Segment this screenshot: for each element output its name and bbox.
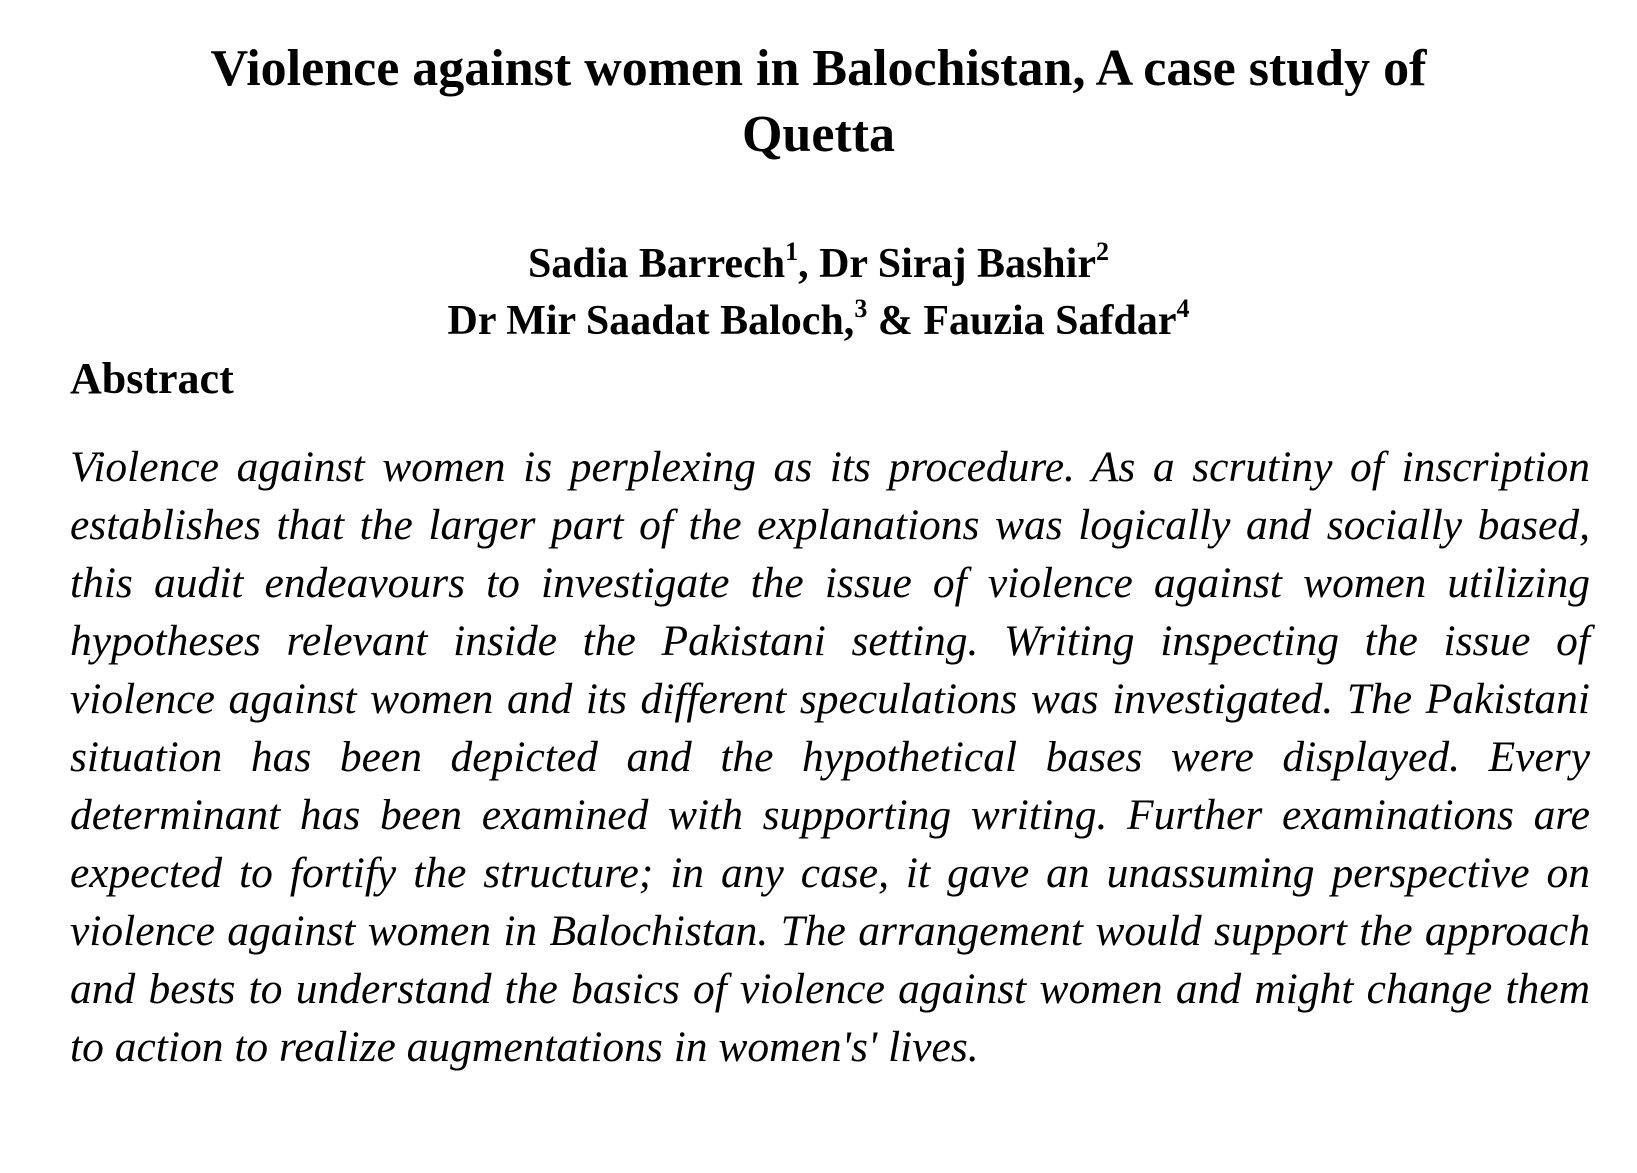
- paper-title: [60, 36, 1577, 168]
- author-separator: ,: [798, 241, 820, 287]
- author-line-2: [60, 293, 1577, 350]
- author-name: Fauzia Safdar: [923, 298, 1177, 344]
- author-affiliation-mark: 3: [854, 294, 868, 323]
- title-line-1: Violence against women in Balochistan, A case study of: [210, 40, 1427, 97]
- author-affiliation-mark: 4: [1176, 294, 1190, 323]
- author-separator: &: [867, 298, 924, 344]
- abstract-text: Violence against women is perplexing as its procedure. As a scrutiny of inscription establishes that the larger part of the explanations was logically and socially based, this audit endeavours to investigate the issue of violence against women utilizing hypotheses relevant inside the Pakistani setting. Writing inspecting the issue of violence against women and its different speculations was investigated. The Pakistani situation has been depicted and the hypothetical bases were displayed. Every determinant has been examined with supporting writing. Further examinations are expected to fortify the structure; in any case, it gave an unassuming perspective on violence against women in Balochistan. The arrangement would support the approach and bests to understand the basics of violence against women and might change them to action to realize augmentations in women's' lives.: [70, 443, 1590, 1071]
- author-list: [60, 236, 1577, 350]
- title-line-2: Quetta: [741, 106, 896, 163]
- abstract-heading: Abstract: [70, 354, 234, 403]
- author-line-1: [60, 236, 1577, 293]
- author-name: Dr Siraj Bashir: [819, 241, 1096, 287]
- author-name: Dr Mir Saadat Baloch,: [447, 298, 855, 344]
- author-affiliation-mark: 1: [785, 237, 799, 266]
- author-affiliation-mark: 2: [1095, 237, 1109, 266]
- author-name: Sadia Barrech: [528, 241, 786, 287]
